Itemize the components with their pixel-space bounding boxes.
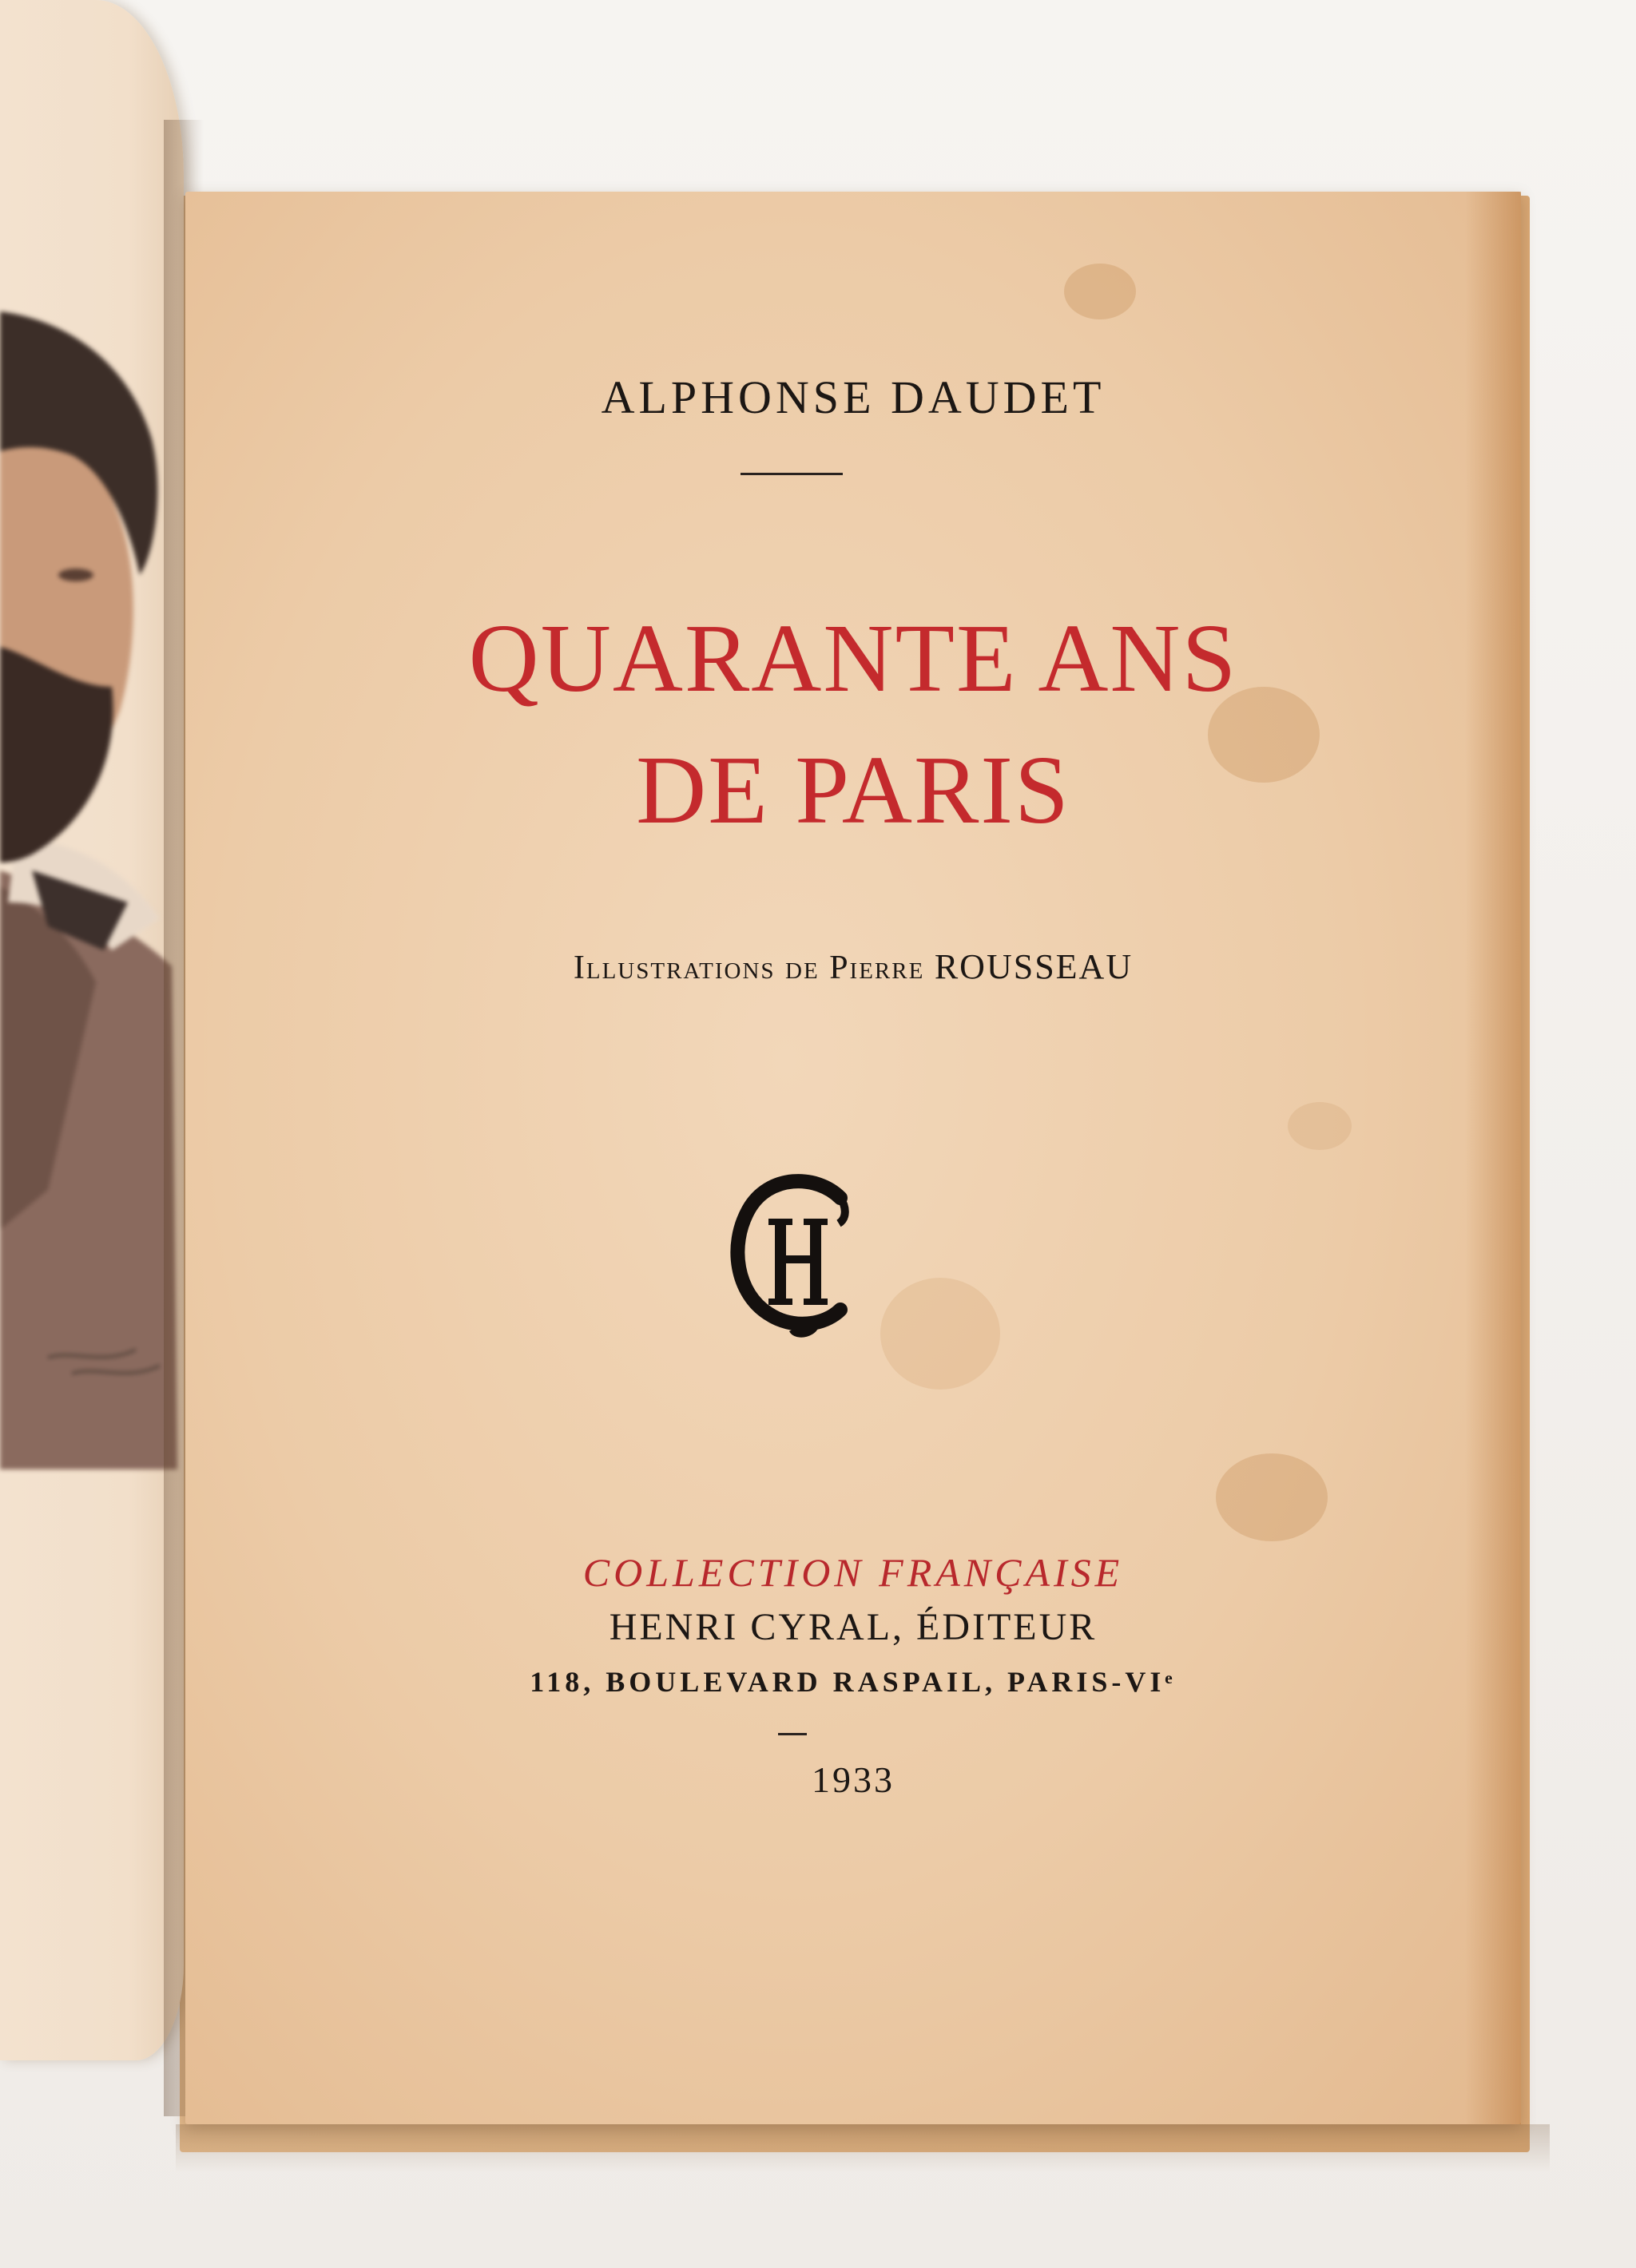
book-shadow <box>176 2124 1550 2172</box>
illustrations-credit <box>185 946 1521 987</box>
foxing-stain <box>880 1278 1000 1390</box>
page-edge <box>1465 192 1521 2124</box>
foxing-stain <box>1216 1453 1328 1541</box>
foxing-stain <box>1288 1102 1352 1150</box>
publisher-monogram <box>721 1166 864 1342</box>
portrait-illustration <box>0 311 184 1469</box>
foxing-stain <box>1064 264 1136 319</box>
title-page <box>185 192 1521 2124</box>
year-dash <box>778 1733 807 1735</box>
author-rule <box>741 473 843 475</box>
publisher-address: 118, BOULEVARD RASPAIL, PARIS-VIᵉ <box>530 1666 1177 1698</box>
publisher-name: HENRI CYRAL, ÉDITEUR <box>609 1606 1098 1648</box>
collection-name: COLLECTION FRANÇAISE <box>582 1550 1124 1595</box>
publication-year: 1933 <box>812 1759 895 1800</box>
left-page <box>0 0 184 2060</box>
author-name: ALPHONSE DAUDET <box>601 371 1106 423</box>
illustrator-surname: ROUSSEAU <box>934 947 1134 986</box>
illustrations-prefix: Illustrations de Pierre <box>573 950 925 986</box>
title-line-2: DE PARIS <box>636 736 1070 844</box>
title-line-1: QUARANTE ANS <box>468 605 1238 712</box>
